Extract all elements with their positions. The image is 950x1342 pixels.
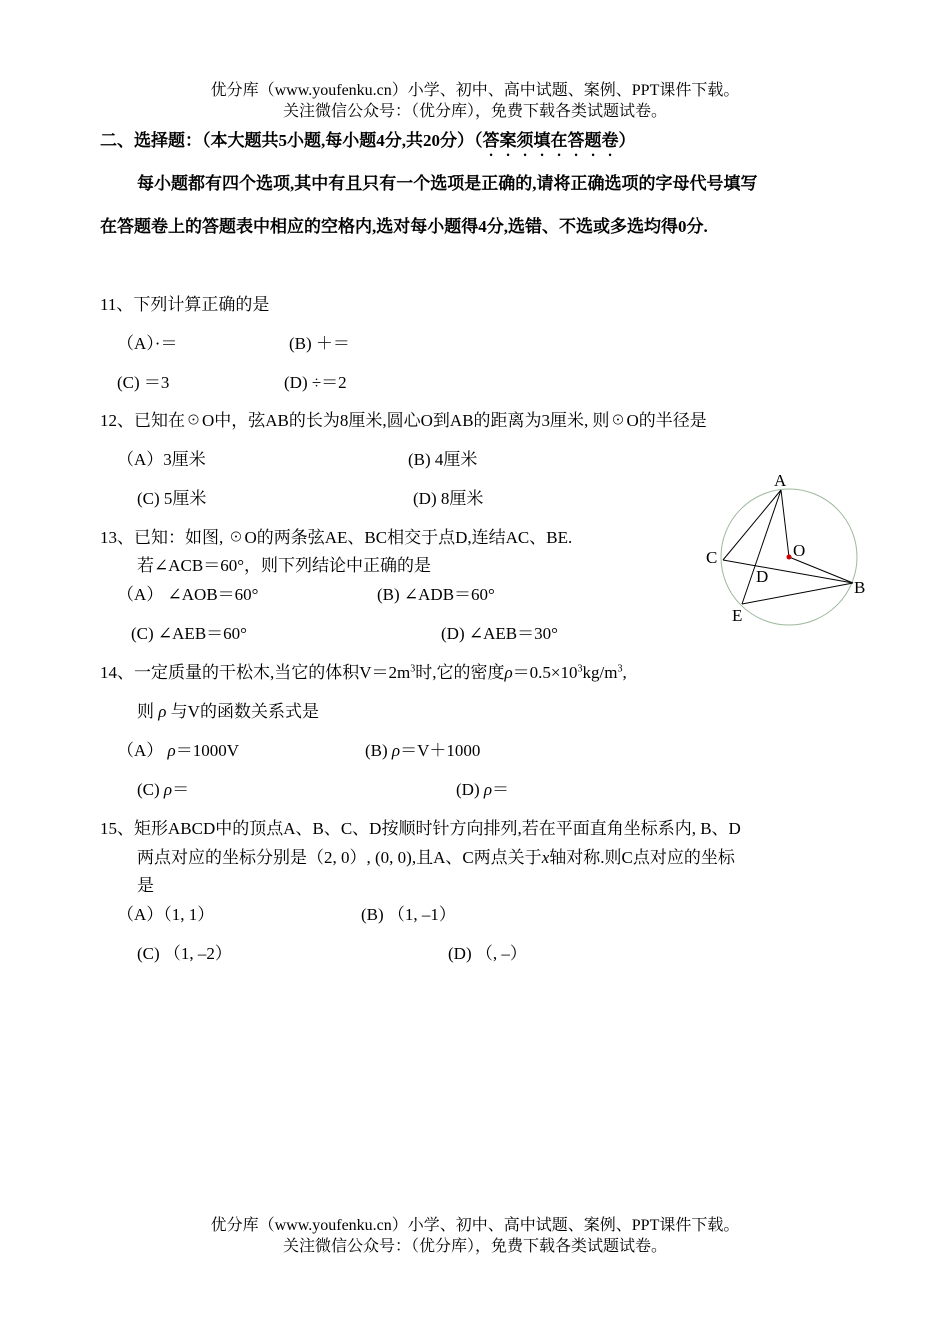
q14-sup-1: 3 (410, 663, 416, 675)
q15-stem2-part-b: 轴对称.则C点对应的坐标 (549, 848, 735, 867)
q14-sup-2: 3 (577, 663, 583, 675)
q14-d-text: ＝ (492, 780, 510, 799)
label-o: O (793, 541, 806, 560)
q14-d-rho: ρ (483, 780, 493, 799)
q14-stem-part-c: ＝0.5×10 (512, 663, 578, 682)
section-title-dotted: 答案须填在答题卷 (482, 131, 619, 150)
instruction-line-2: 在答题卷上的答题表中相应的空格内,选对每小题得4分,选错、不选或多选均得0分. (100, 217, 708, 236)
q14-option-a (117, 736, 239, 761)
section-title-suffix: ） (618, 131, 636, 150)
q13-option-d: (D) ∠AEB＝30° (441, 624, 558, 643)
label-d: D (756, 567, 769, 586)
q14-option-c (137, 775, 189, 800)
label-e: E (732, 606, 743, 625)
q14-stem2-part-b: 与V的函数关系式是 (170, 702, 319, 721)
segment-ao (781, 490, 789, 557)
section-title-prefix: 二、选择题：（本大题共5小题,每小题4分,共20分）（ (100, 131, 483, 150)
footer-line-2: 关注微信公众号：（优分库），免费下载各类试题试卷。 (282, 1238, 667, 1255)
q15-option-b: (B) （1, –1） (361, 905, 456, 924)
label-c: C (706, 548, 718, 567)
q14-b-text: ＝V＋1000 (400, 741, 481, 760)
q15-option-c: (C) （1, –2） (137, 944, 232, 963)
header-line-2: 关注微信公众号：（优分库），免费下载各类试题试卷。 (282, 103, 667, 120)
q14-c-text: ＝ (172, 780, 190, 799)
q14-b-rho: ρ (391, 741, 401, 760)
q11-option-a: （A）·＝ (117, 334, 178, 353)
label-a: A (774, 471, 787, 490)
q13-option-b: (B) ∠ADB＝60° (377, 585, 495, 604)
q11-option-c: (C) ＝3 (117, 373, 170, 392)
header-line-1: 优分库（www.youfenku.cn）小学、初中、高中试题、案例、PPT课件下载。 (210, 82, 740, 99)
q14-c-rho: ρ (163, 780, 173, 799)
label-b: B (854, 578, 866, 597)
q11-option-d: (D) ÷＝2 (284, 373, 347, 392)
q14-rho-symbol-2: ρ (158, 702, 167, 721)
q13-stem-line-2: 若∠ACB＝60°，则下列结论中正确的是 (137, 556, 431, 575)
q14-a-label: （A） (117, 741, 164, 760)
q11-stem: 11、下列计算正确的是 (100, 295, 270, 314)
instruction-line-1: 每小题都有四个选项,其中有且只有一个选项是正确的,请将正确选项的字母代号填写 (137, 174, 758, 193)
q15-stem-line-3: 是 (137, 876, 154, 895)
q15-option-d: (D) （, –） (448, 944, 527, 963)
q14-stem-line-1 (100, 658, 627, 683)
q15-x-axis-symbol: x (541, 848, 550, 867)
q12-option-a: （A）3厘米 (117, 450, 206, 469)
q14-stem2-part-a: 则 (137, 702, 154, 721)
q12-stem: 12、已知在☉O中，弦AB的长为8厘米,圆心O到AB的距离为3厘米, 则☉O的半径是 (100, 411, 707, 430)
q14-stem-part-a: 14、一定质量的干松木,当它的体积V＝2m (100, 663, 411, 682)
q12-option-b: (B) 4厘米 (408, 450, 478, 469)
segment-be (742, 583, 853, 604)
q14-stem-part-e: , (622, 663, 627, 682)
q14-stem-part-d: kg/m (582, 663, 618, 682)
q13-circle-figure (690, 465, 880, 635)
q14-option-b (365, 736, 480, 761)
q14-d-label: (D) (456, 780, 480, 799)
q14-stem-part-b: 时,它的密度 (415, 663, 505, 682)
chord-ae (742, 490, 781, 604)
q13-stem-line-1: 13、已知：如图, ☉O的两条弦AE、BC相交于点D,连结AC、BE. (100, 528, 573, 547)
q13-option-c: (C) ∠AEB＝60° (131, 624, 247, 643)
q14-c-label: (C) (137, 780, 160, 799)
q15-stem-line-2 (137, 843, 735, 868)
q11-option-b: (B) ＋＝ (289, 334, 350, 353)
section-title (100, 126, 636, 160)
q13-option-a: （A） ∠AOB＝60° (117, 585, 259, 604)
footer-line-1: 优分库（www.youfenku.cn）小学、初中、高中试题、案例、PPT课件下载。 (210, 1217, 740, 1234)
q14-a-rho: ρ (167, 741, 176, 760)
q12-option-d: (D) 8厘米 (413, 489, 484, 508)
q15-stem-line-1: 15、矩形ABCD中的顶点A、B、C、D按顺时针方向排列,若在平面直角坐标系内, B、D (100, 819, 741, 838)
q14-rho-symbol: ρ (504, 663, 513, 682)
q15-stem2-part-a: 两点对应的坐标分别是（2, 0）, (0, 0),且A、C两点关于 (137, 848, 542, 867)
q15-option-a: （A）（1, 1） (117, 905, 215, 924)
chord-bc (723, 560, 853, 583)
q12-option-c: (C) 5厘米 (137, 489, 207, 508)
q14-sup-3: 3 (617, 663, 623, 675)
q14-option-d (456, 775, 509, 800)
q14-stem-line-2 (137, 697, 319, 722)
segment-ob (789, 557, 853, 583)
q14-a-text: ＝1000V (175, 741, 239, 760)
q14-b-label: (B) (365, 741, 388, 760)
center-point-o (787, 555, 792, 560)
